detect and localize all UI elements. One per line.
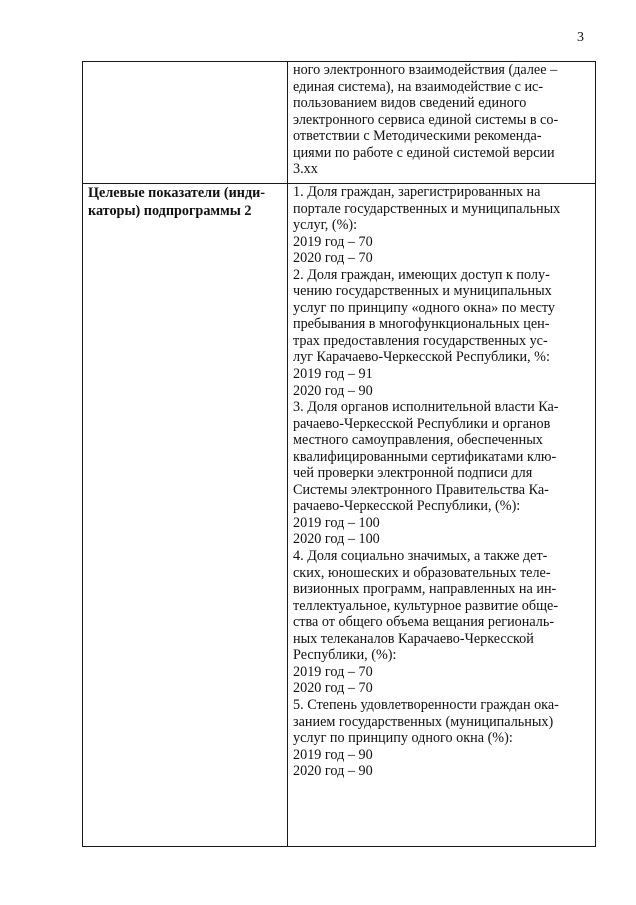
- indicator-value: 2020 год – 100: [293, 531, 380, 548]
- indicator-text-line: 3. Доля органов исполнительной власти Ка-: [293, 399, 559, 416]
- indicators-cell: [288, 184, 596, 847]
- indicator-item: [293, 184, 593, 267]
- indicator-item: [293, 267, 593, 399]
- indicator-text-line: рачаево-Черкесской Республики и органов: [293, 415, 551, 432]
- indicator-item: [293, 697, 593, 780]
- indicator-value: 2020 год – 90: [293, 382, 373, 399]
- text-line: циями по работе с единой системой версии: [293, 144, 555, 161]
- indicator-value: 2020 год – 70: [293, 250, 373, 267]
- text-line: единая система), на взаимодействие с ис-: [293, 78, 544, 95]
- row1-right-cell: [288, 62, 596, 184]
- text-line: 3.xx: [293, 161, 318, 178]
- table-row: [83, 184, 596, 847]
- indicator-text-line: чей проверки электронной подписи для: [293, 465, 533, 482]
- indicator-text-line: местного самоуправления, обеспеченных: [293, 432, 543, 449]
- indicator-text-line: портале государственных и муниципальных: [293, 200, 561, 217]
- indicator-text-line: пребывания в многофункциональных цен-: [293, 316, 550, 333]
- indicator-text-line: квалифицированными сертификатами клю-: [293, 448, 557, 465]
- indicator-text-line: трах предоставления государственных ус-: [293, 332, 548, 349]
- text-line: ответствии с Методическими рекоменда-: [293, 128, 542, 145]
- indicator-value: 2020 год – 90: [293, 763, 373, 780]
- indicator-text-line: 2. Доля граждан, имеющих доступ к полу-: [293, 266, 550, 283]
- indicator-text-line: 1. Доля граждан, зарегистрированных на: [293, 184, 541, 200]
- indicator-text-line: чению государственных и муниципальных: [293, 283, 552, 300]
- indicator-value: 2019 год – 70: [293, 663, 373, 680]
- table-row: [83, 62, 596, 184]
- indicator-text-line: ства от общего объема вещания региональ-: [293, 614, 555, 631]
- text-line: электронного сервиса единой системы в со-: [293, 111, 559, 128]
- text-line: пользованием видов сведений единого: [293, 95, 527, 112]
- indicator-text-line: теллектуальное, культурное развитие обще-: [293, 597, 559, 614]
- indicator-text-line: рачаево-Черкесской Республики, (%):: [293, 498, 521, 515]
- indicator-value: 2019 год – 91: [293, 366, 373, 383]
- section-heading-line: Целевые показатели (инди-: [88, 185, 266, 201]
- indicator-text-line: услуг по принципу одного окна (%):: [293, 730, 513, 747]
- indicator-text-line: занием государственных (муниципальных): [293, 713, 554, 730]
- indicator-value: 2019 год – 100: [293, 514, 380, 531]
- row1-left-cell: [83, 62, 288, 184]
- indicator-text-line: визионных программ, направленных на ин-: [293, 581, 557, 598]
- indicator-text-line: 5. Степень удовлетворенности граждан ока-: [293, 696, 559, 713]
- indicator-text-line: 4. Доля социально значимых, а также дет-: [293, 548, 548, 565]
- indicator-value: 2019 год – 70: [293, 233, 373, 250]
- indicator-text-line: услуг по принципу «одного окна» по месту: [293, 299, 556, 316]
- indicator-text-line: ных телеканалов Карачаево-Черкесской: [293, 630, 534, 647]
- indicator-text-line: луг Карачаево-Черкесской Республики, %:: [293, 349, 550, 366]
- indicator-item: [293, 548, 593, 697]
- indicator-text-line: услуг, (%):: [293, 217, 358, 234]
- text-line: ного электронного взаимодействия (далее –: [293, 62, 558, 78]
- indicator-item: [293, 399, 593, 548]
- row2-left-cell: [83, 184, 288, 847]
- page-number: 3: [577, 30, 584, 45]
- indicator-text-line: ских, юношеских и образовательных теле-: [293, 564, 551, 581]
- indicator-value: 2019 год – 90: [293, 746, 373, 763]
- indicator-value: 2020 год – 70: [293, 680, 373, 697]
- indicator-text-line: Республики, (%):: [293, 647, 397, 664]
- program-passport-table: [82, 61, 596, 847]
- indicator-text-line: Системы электронного Правительства Ка-: [293, 481, 549, 498]
- section-heading-line: каторы) подпрограммы 2: [88, 202, 252, 219]
